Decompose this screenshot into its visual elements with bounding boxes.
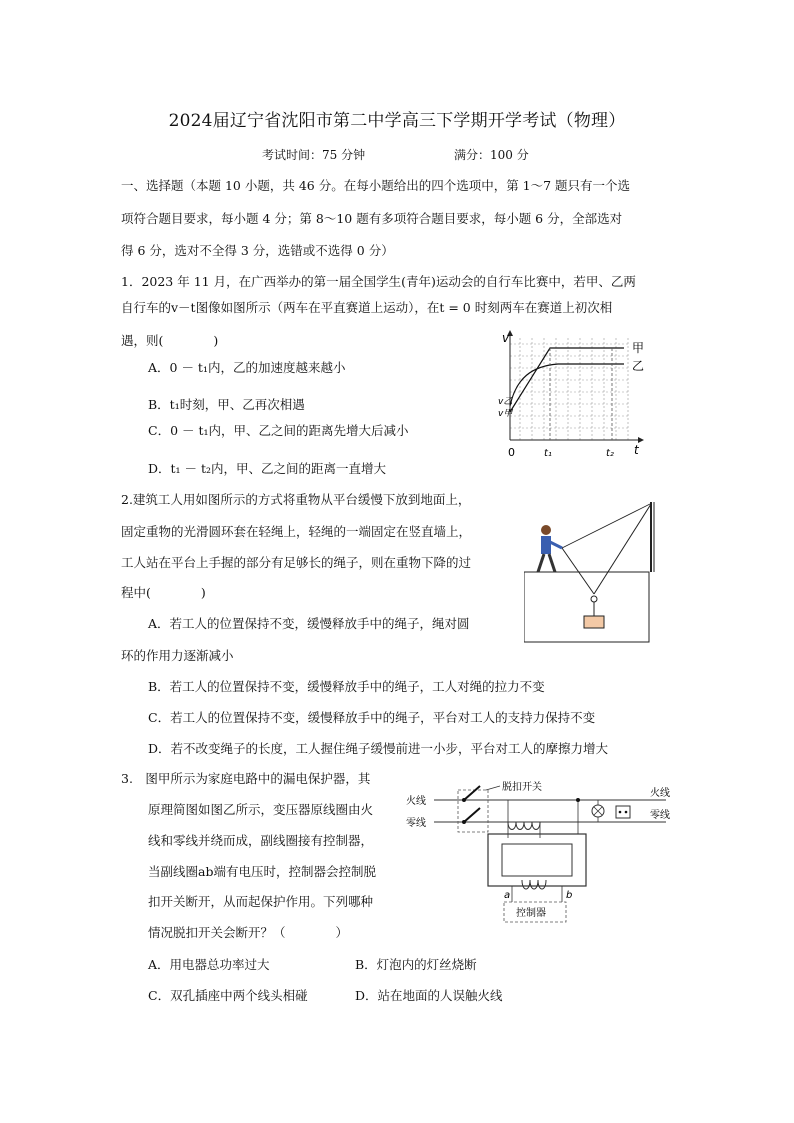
circuit-terminal-b: b: [566, 890, 573, 901]
q2-option-a-line: A．若工人的位置保持不变，缓慢释放手中的绳子，绳对圆: [148, 616, 470, 631]
graph-y-label: v: [502, 331, 510, 345]
graph-legend-jia: 甲: [632, 341, 645, 355]
q3-stem-line: 3. 图甲所示为家庭电路中的漏电保护器，其: [121, 771, 371, 786]
circuit-switch-label: 脱扣开关: [502, 782, 542, 793]
worker-icon: [538, 525, 562, 572]
q2-option-a-line: 环的作用力逐渐减小: [121, 648, 234, 663]
page-title: 2024届辽宁省沈阳市第二中学高三下学期开学考试（物理）: [168, 111, 626, 131]
graph-t1-label: t₁: [544, 448, 552, 459]
section-instructions-line: 得 6 分，选对不全得 3 分，选错或不选得 0 分）: [121, 243, 394, 258]
q2-option-b: B．若工人的位置保持不变，缓慢释放手中的绳子，工人对绳的拉力不变: [148, 679, 545, 694]
q2-stem-line: 固定重物的光滑圆环套在轻绳上，轻绳的一端固定在竖直墙上，: [121, 524, 472, 539]
transformer-core: [488, 834, 586, 886]
rope-left: [562, 548, 594, 594]
graph-origin: 0: [508, 446, 515, 459]
q3-option-a: A．用电器总功率过大: [148, 957, 270, 972]
q3-option-c: C．双孔插座中两个线头相碰: [148, 988, 308, 1003]
exam-time: 考试时间：75 分钟: [262, 148, 366, 162]
circuit-live-left: 火线: [406, 796, 426, 807]
x-axis-arrow-icon: [638, 437, 644, 443]
q1-stem-line: 1．2023 年 11 月，在广西举办的第一届全国学生(青年)运动会的自行车比赛中，若甲、乙两: [121, 274, 636, 289]
q1-option-c: C．0 － t₁内，甲、乙之间的距离先增大后减小: [148, 423, 409, 438]
circuit-controller-label: 控制器: [516, 908, 546, 919]
graph-v-jia-label: v甲: [498, 409, 513, 419]
q3-option-b: B．灯泡内的灯丝烧断: [355, 957, 477, 972]
graph-t2-label: t₂: [606, 448, 614, 459]
graph-x-label: t: [634, 443, 639, 457]
graph-legend-yi: 乙: [632, 359, 645, 373]
q3-stem-line: 扣开关断开，从而起保护作用。下列哪种: [148, 894, 374, 909]
q2-rope-diagram: [524, 496, 664, 644]
graph-grid: [510, 338, 628, 440]
q3-stem-line: 情况脱扣开关会断开？（ ）: [148, 925, 349, 940]
q3-circuit-diagram: [404, 776, 684, 926]
section-instructions-line: 项符合题目要求，每小题 4 分；第 8～10 题有多项符合题目要求，每小题 6 分，全部选对: [121, 211, 623, 226]
ring: [591, 596, 597, 602]
graph-v-yi-label: v乙: [498, 397, 513, 407]
exam-score: 满分：100 分: [454, 148, 529, 162]
circuit-neutral-left: 零线: [406, 818, 426, 829]
q1-stem-line: 遇，则( ): [121, 333, 219, 348]
q3-option-d: D．站在地面的人误触火线: [355, 988, 503, 1003]
weight: [584, 616, 604, 628]
q2-option-d: D．若不改变绳子的长度，工人握住绳子缓慢前进一小步，平台对工人的摩擦力增大: [148, 741, 609, 756]
q1-option-a: A．0 － t₁内，乙的加速度越来越小: [148, 360, 346, 375]
circuit-terminal-a: a: [504, 890, 511, 901]
section-instructions-line: 一、选择题（本题 10 小题，共 46 分。在每小题给出的四个选项中，第 1～7 题只有一个选: [121, 178, 631, 193]
socket-icon: [616, 806, 630, 818]
q2-option-c: C．若工人的位置保持不变，缓慢释放手中的绳子，平台对工人的支持力保持不变: [148, 710, 596, 725]
q1-vt-graph: [498, 330, 648, 465]
q2-stem-line: 2.建筑工人用如图所示的方式将重物从平台缓慢下放到地面上，: [121, 492, 471, 507]
q1-stem-line: 自行车的v－t图像如图所示（两车在平直赛道上运动），在t = 0 时刻两车在赛道上初次相: [121, 300, 613, 315]
q1-option-d: D．t₁ － t₂内，甲、乙之间的距离一直增大: [148, 461, 387, 476]
circuit-neutral-right: 零线: [650, 810, 670, 821]
q3-stem-line: 当副线圈ab端有电压时，控制器会控制脱: [148, 864, 376, 879]
q3-stem-line: 原理简图如图乙所示，变压器原线圈由火: [148, 802, 374, 817]
trip-switch-box: [458, 790, 488, 832]
q2-stem-line: 程中( ): [121, 585, 206, 600]
q2-stem-line: 工人站在平台上手握的部分有足够长的绳子，则在重物下降的过: [121, 555, 472, 570]
circuit-live-right: 火线: [650, 788, 670, 799]
q1-option-b: B．t₁时刻，甲、乙再次相遇: [148, 397, 305, 412]
q3-stem-line: 线和零线并绕而成，副线圈接有控制器，: [148, 833, 374, 848]
